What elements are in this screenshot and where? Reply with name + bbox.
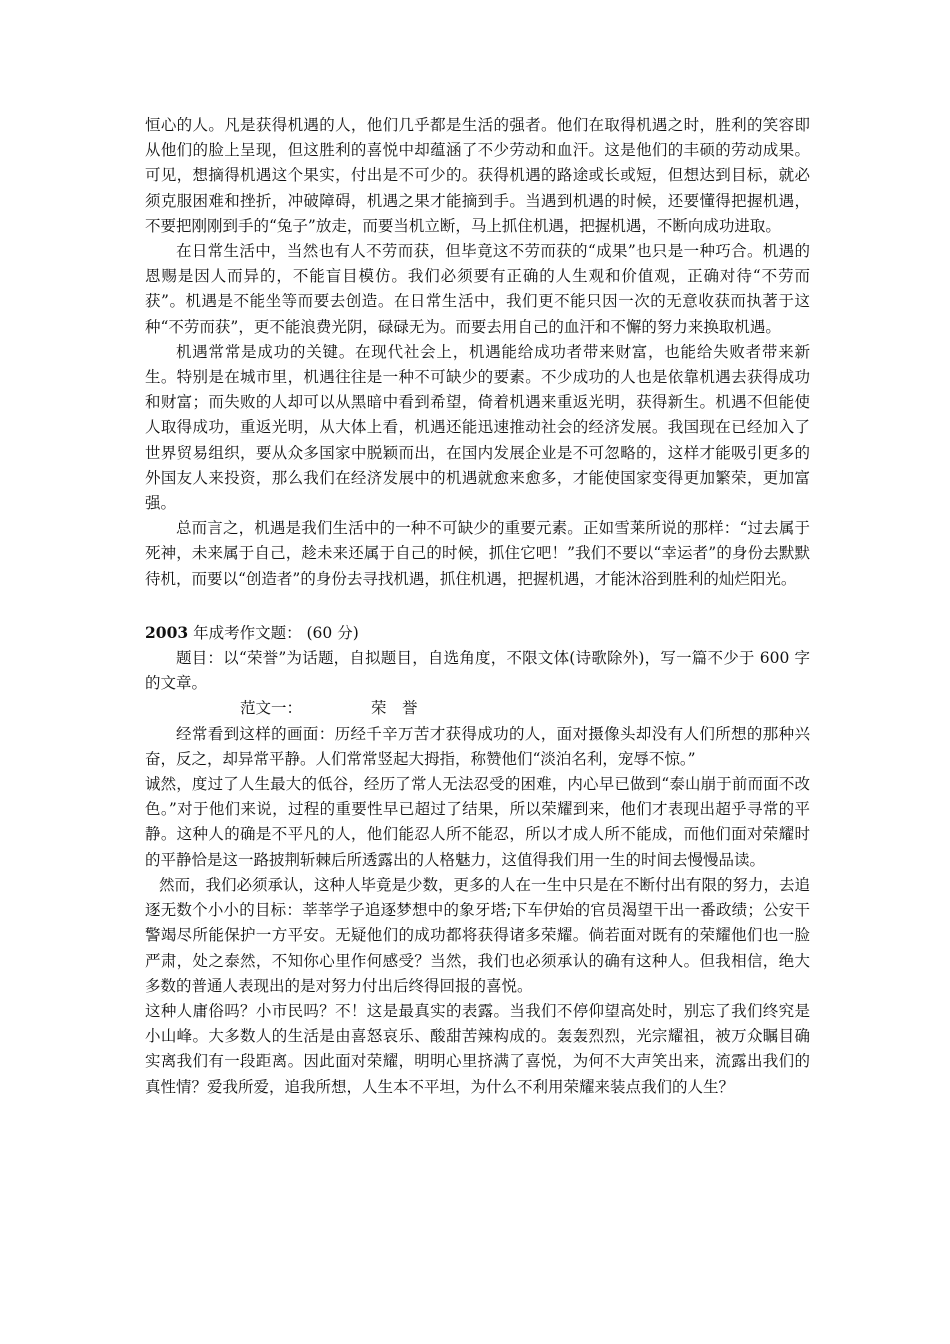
essay-paragraph-1: 经常看到这样的画面：历经千辛万苦才获得成功的人，面对摄像头却没有人们所想的那种兴奋，反之，却异常平静。人们常常竖起大拇指，称赞他们“淡泊名利，宠辱不惊。”	[145, 724, 810, 768]
paragraph-2: 在日常生活中，当然也有人不劳而获，但毕竟这不劳而获的“成果”也只是一种巧合。机遇的恩赐是因人而异的，不能盲目模仿。我们必须要有正确的人生观和价值观，正确对待“不劳而获”。机遇是不能坐等而要去创造。在日常生活中，我们更不能只因一次的无意收获而执著于这种“不劳而获”，更不能浪费光阴，碌碌无为。而要去用自己的血汗和不懈的努力来换取机遇。	[145, 242, 810, 336]
paragraph-3: 机遇常常是成功的关键。在现代社会上，机遇能给成功者带来财富，也能给失败者带来新生。特别是在城市里，机遇往往是一种不可缺少的要素。不少成功的人也是依靠机遇去获得成功和财富；而失败的人却可以从黑暗中看到希望，倚着机遇来重返光明，获得新生。机遇不但能使人取得成功，重返光明，从大体上看，机遇还能迅速推动社会的经济发展。我国现在已经加入了世界贸易组织，要从众多国家中脱颖而出，在国内发展企业是不可忽略的，这样才能吸引更多的外国友人来投资，那么我们在经济发展中的机遇就愈来愈多，才能使国家变得更加繁荣，更加富强。	[145, 342, 810, 513]
paragraph-4: 总而言之，机遇是我们生活中的一种不可缺少的重要元素。正如雪莱所说的那样：“过去属于死神，未来属于自己，趁未来还属于自己的时候，抓住它吧！”我们不要以“幸运者”的身份去默默待机，而要以“创造者”的身份去寻找机遇，抓住机遇，把握机遇，才能沐浴到胜利的灿烂阳光。	[145, 519, 810, 588]
exam-heading	[145, 620, 810, 646]
essay-paragraph-4: 这种人庸俗吗？小市民吗？不！这是最真实的表露。当我们不停仰望高处时，别忘了我们终究是小山峰。大多数人的生活是由喜怒哀乐、酸甜苦辣构成的。轰轰烈烈，光宗耀祖，被万众瞩目确实离我们有一段距离。因此面对荣耀，明明心里挤满了喜悦，为何不大声笑出来，流露出我们的真性情？爱我所爱，追我所想，人生本不平坦，为什么不利用荣耀来装点我们的人生？	[145, 1001, 810, 1096]
section-gap	[145, 592, 810, 620]
essay-paragraph-3: 然而，我们必须承认，这种人毕竟是少数，更多的人在一生中只是在不断付出有限的努力，去追逐无数个小小的目标：莘莘学子追逐梦想中的象牙塔;下车伊始的官员渴望干出一番政绩；公安干警竭尽所能保护一方平安。无疑他们的成功都将获得诸多荣耀。倘若面对既有的荣耀他们也一脸严肃，处之泰然，不知你心里作何感受？当然，我们也必须承认的确有这种人。但我相信，绝大多数的普通人表现出的是对努力付出后终得回报的喜悦。	[145, 875, 811, 995]
paragraph-1: 恒心的人。凡是获得机遇的人，他们几乎都是生活的强者。他们在取得机遇之时，胜利的笑容即从他们的脸上呈现，但这胜利的喜悦中却蕴涵了不少劳动和血汗。这是他们的丰硕的劳动成果。可见，想摘得机遇这个果实，付出是不可少的。获得机遇的路途或长或短，但想达到目标，就必须克服困难和挫折，冲破障碍，机遇之果才能摘到手。当遇到机遇的时候，还要懂得把握机遇，不要把刚刚到手的“兔子”放走，而要当机立断，马上抓住机遇，把握机遇，不断向成功进取。	[145, 116, 810, 235]
exam-year: 2003	[145, 622, 189, 642]
exam-heading-text: 年成考作文题： (60 分)	[188, 623, 359, 642]
sample-label: 范文一：	[240, 699, 303, 718]
exam-prompt: 题目：以“荣誉”为话题，自拟题目，自选角度，不限文体(诗歌除外)，写一篇不少于 600 字的文章。	[145, 649, 810, 693]
sample-title: 荣 誉	[371, 699, 418, 718]
document-page	[145, 113, 810, 1100]
sample-title-line	[145, 696, 810, 721]
essay-paragraph-2: 诚然，度过了人生最大的低谷，经历了常人无法忍受的困难，内心早已做到“泰山崩于前而面不改色。”对于他们来说，过程的重要性早已超过了结果，所以荣耀到来，他们才表现出超乎寻常的平静。这种人的确是不平凡的人，他们能忍人所不能忍，所以才成人所不能成，而他们面对荣耀时的平静恰是这一路披荆斩棘后所透露出的人格魅力，这值得我们用一生的时间去慢慢品读。	[145, 775, 810, 869]
